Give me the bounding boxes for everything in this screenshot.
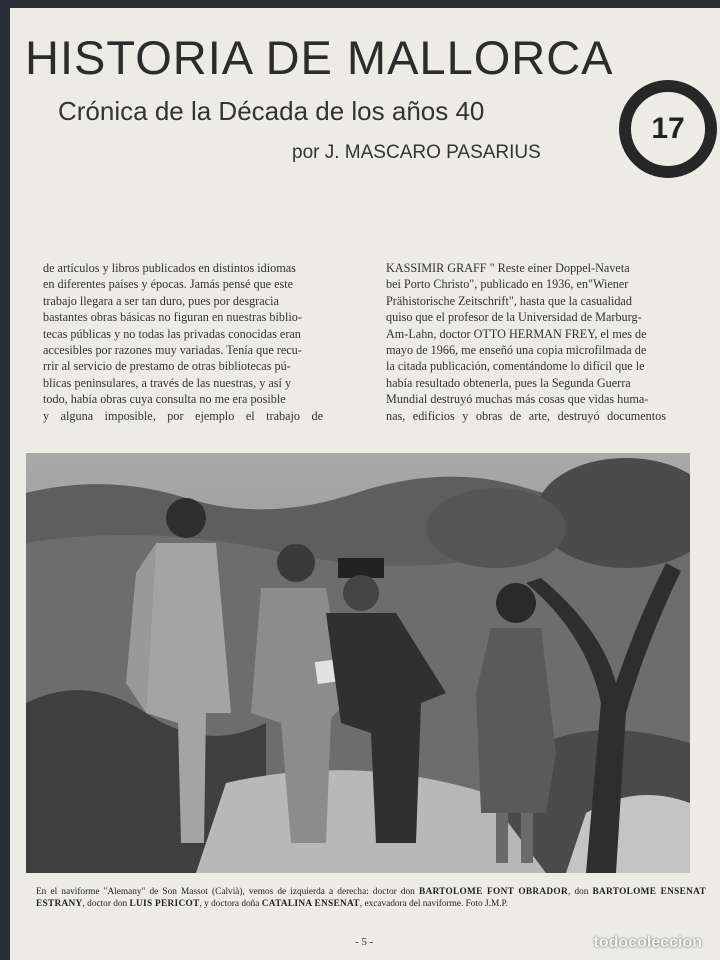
page-title: HISTORIA DE MALLORCA: [25, 31, 614, 84]
page-number: - 5 -: [355, 936, 374, 948]
caption-name: BARTOLOME FONT OBRADOR: [418, 887, 568, 897]
text-line: en diferentes países y épocas. Jamás pensé que este: [43, 277, 294, 292]
caption-name: LUIS PERICOT: [129, 899, 200, 909]
photo-caption: [36, 886, 706, 910]
text-line: de artículos y libros publicados en distintos idiomas: [43, 261, 296, 275]
caption-name: CATALINA ENSENAT: [261, 899, 360, 909]
magazine-page: [10, 8, 720, 960]
caption-name: BARTOLOME ENSENAT ESTRANY: [36, 887, 706, 909]
caption-text: En el naviforme "Alemany" de Son Massot (Calvià), vemos de izquierda a derecha: doctor don: [36, 887, 419, 897]
text-line: bastantes obras básicas no figuran en nuestras biblio-: [43, 310, 302, 325]
text-line: blicas peninsulares, a través de las nuestras, y así y: [43, 375, 292, 390]
text-line: KASSIMIR GRAFF " Reste einer Doppel-Naveta: [386, 261, 630, 275]
text-line: trabajo llegara a ser tan duro, pues por desgracia: [43, 293, 279, 308]
page-subtitle: Crónica de la Década de los años 40: [58, 96, 485, 126]
issue-number-badge: 17: [619, 80, 717, 178]
text-line: y alguna imposible, por ejemplo el trabajo de: [43, 408, 323, 423]
article-column-left: [43, 260, 323, 424]
text-line: Am-Lahn, doctor OTTO HERMAN FREY, el mes de: [386, 326, 647, 341]
text-line: todo, había obras cuya consulta no me era posible: [43, 392, 286, 407]
caption-text: , doctor don: [82, 899, 130, 909]
watermark-logo: todocoleccion: [593, 934, 702, 951]
author-byline: por J. MASCARO PASARIUS: [292, 142, 541, 163]
text-line: rrir al servicio de prestamo de otras bibliotecas pú-: [43, 359, 291, 374]
article-photo: [26, 453, 690, 873]
text-line: quiso que el profesor de la Universidad de Marburg-: [386, 310, 642, 325]
text-line: la citada publicación, comentándome lo difícil que le: [386, 359, 645, 374]
text-line: nas, edificios y obras de arte, destruyó documentos: [386, 408, 666, 423]
caption-text: , don: [567, 887, 593, 897]
text-line: Mundial destruyó muchas más cosas que vidas huma-: [386, 392, 649, 407]
text-line: había resultado obtenerla, pues la Segunda Guerra: [386, 375, 631, 390]
caption-text: , excavadora del naviforme. Foto J.M.P.: [359, 899, 508, 909]
text-line: tecas públicas y no todas las privadas conocidas eran: [43, 326, 301, 341]
caption-text: , y doctora doña: [199, 899, 262, 909]
text-line: Prähistorische Zeitschrift", hasta que la casualidad: [386, 293, 632, 308]
text-line: mayo de 1966, me enseñó una copia microfilmada de: [386, 343, 647, 358]
text-line: accesibles por razones muy variadas. Tenía que recu-: [43, 343, 302, 358]
text-line: bei Porto Christo", publicado en 1936, en"Wiener: [386, 277, 629, 292]
article-column-right: [386, 260, 666, 424]
